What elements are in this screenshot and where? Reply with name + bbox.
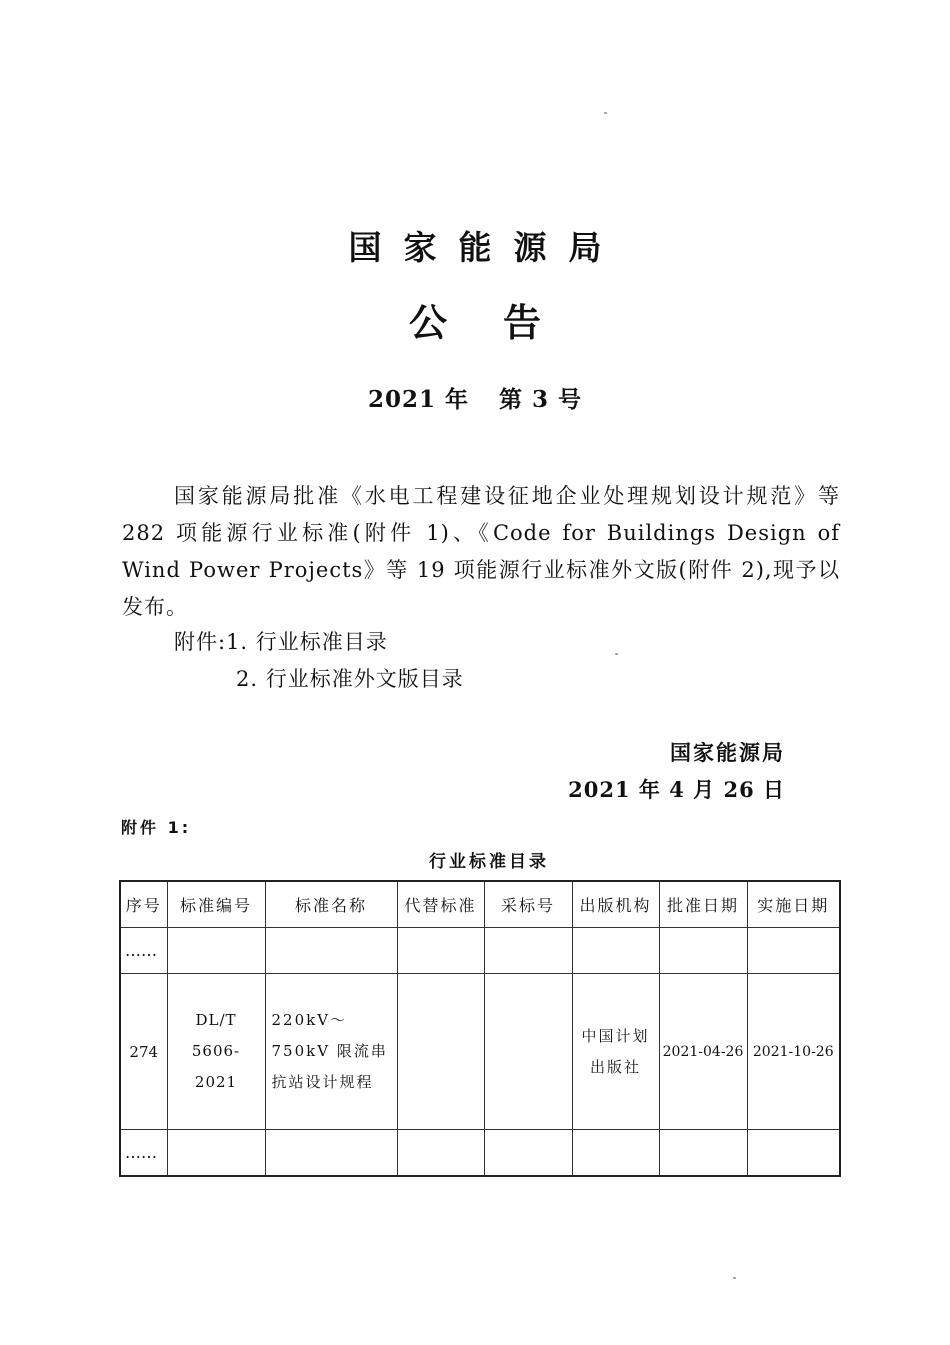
scan-speck (733, 1277, 736, 1279)
header-approved: 批准日期 (659, 881, 747, 928)
cell-effective: 2021-10-26 (747, 974, 840, 1130)
scan-speck (615, 653, 618, 655)
header-adopted: 采标号 (484, 881, 572, 928)
document-type-title: 公告 (408, 301, 597, 345)
annex-label: 附件 1: (121, 818, 192, 837)
table-row-ellipsis-bottom (120, 1130, 840, 1177)
signature-org: 国家能源局 (670, 741, 785, 765)
header-replaces: 代替标准 (397, 881, 484, 928)
cell-name-text: 220kV～750kV 限流串抗站设计规程 (271, 1011, 388, 1091)
document-number (0, 381, 950, 414)
header-effective: 实施日期 (747, 881, 840, 928)
cell-replaces (397, 974, 484, 1130)
cell-approved: 2021-04-26 (659, 974, 747, 1130)
table-header-row (120, 881, 840, 928)
cell-adopted (484, 974, 572, 1130)
cell-publisher-text: 中国计划出版社 (581, 1026, 650, 1076)
standards-table (119, 880, 841, 1177)
signature-date: 2021 年 4 月 26 日 (568, 777, 785, 802)
header-seq: 序号 (120, 881, 167, 928)
attachment-item-2: 2. 行业标准外文版目录 (236, 667, 464, 691)
issuing-authority-title: 国家能源局 (348, 228, 624, 267)
cell-publisher (572, 974, 659, 1130)
attachment-item-1: 附件:1. 行业标准目录 (174, 630, 388, 654)
table-row-ellipsis-top (120, 928, 840, 974)
announcement-body: 国家能源局批准《水电工程建设征地企业处理规划设计规范》等 282 项能源行业标准(附件 1)、《Code for Buildings Design of Wind Power Projects》等 19 项能源行业标准外文版(附件 2),现予以发布。 (122, 484, 840, 619)
header-name: 标准名称 (265, 881, 397, 928)
cell-code (167, 974, 265, 1130)
document-number-issue: 第 3 号 (499, 386, 583, 413)
header-code: 标准编号 (167, 881, 265, 928)
table-row (120, 974, 840, 1130)
ellipsis-cell: …… (120, 928, 167, 974)
ellipsis-cell: …… (120, 1130, 167, 1177)
header-publisher: 出版机构 (572, 881, 659, 928)
scan-speck (604, 112, 607, 114)
cell-seq: 274 (120, 974, 167, 1130)
cell-name (265, 974, 397, 1130)
table-title: 行业标准目录 (429, 852, 549, 872)
document-number-year: 2021 年 (367, 386, 469, 413)
cell-code-text: DL/T 5606-2021 (191, 1011, 241, 1091)
